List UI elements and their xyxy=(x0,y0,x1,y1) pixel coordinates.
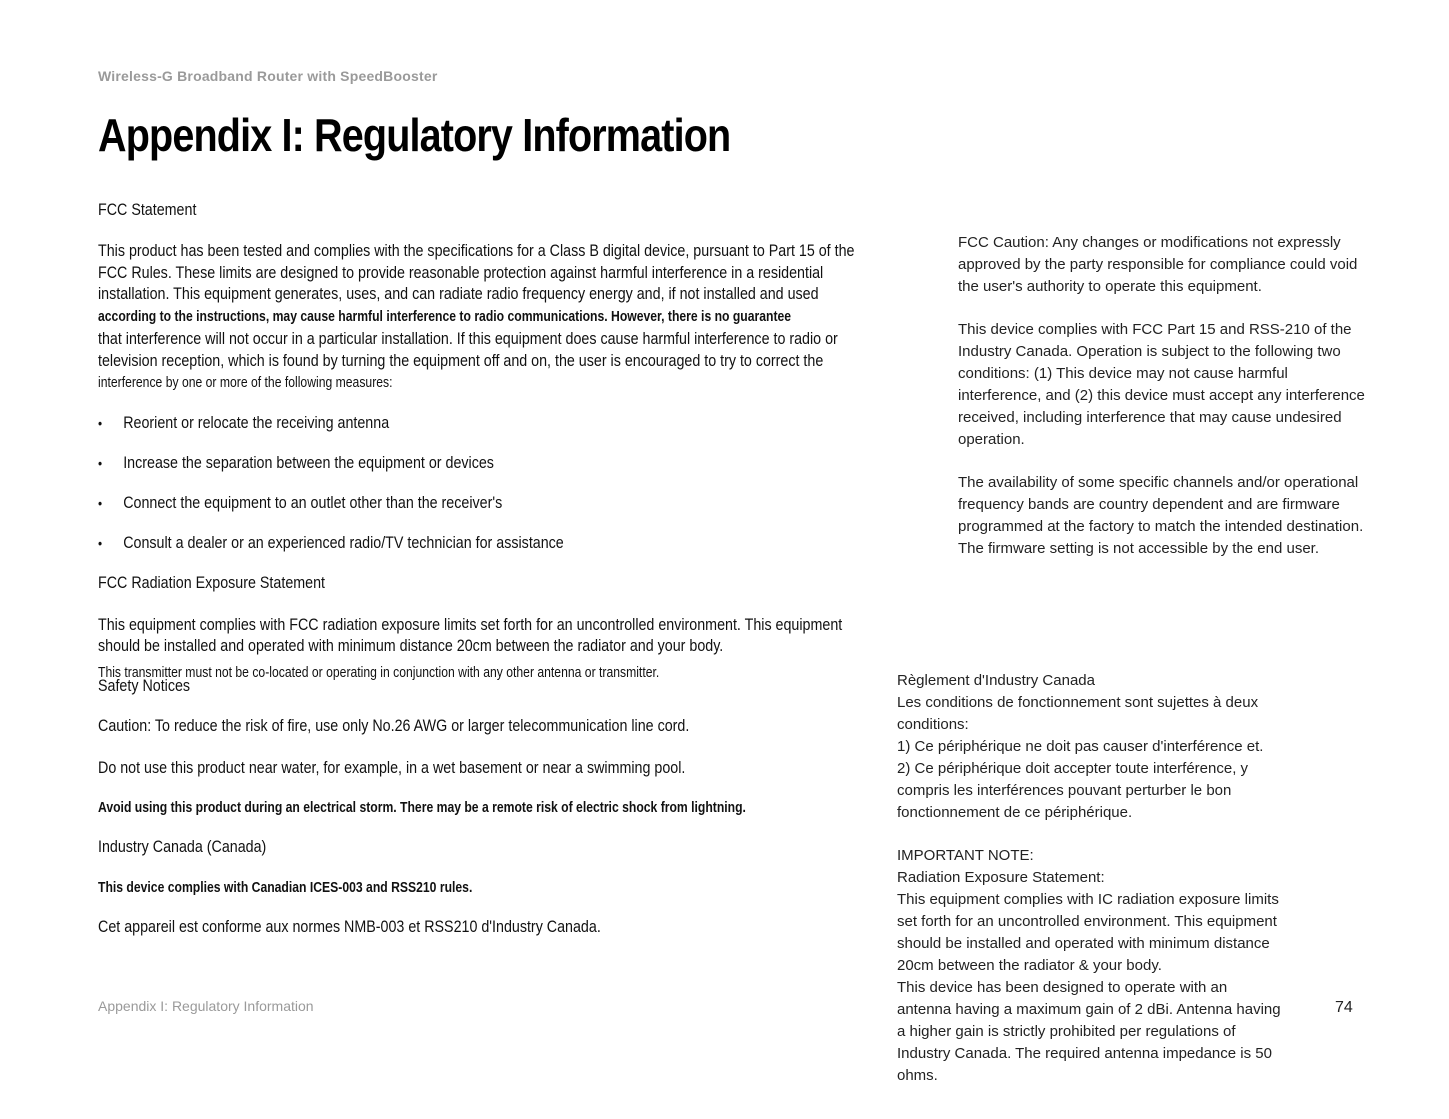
note-line: 20cm between the radiator & your body. xyxy=(897,957,1162,974)
part15-line: This device complies with FCC Part 15 and RSS-210 of the xyxy=(958,321,1352,338)
bullet-icon: • xyxy=(98,455,103,471)
fcc-line-1: This product has been tested and complies with the specifications for a Class B digital device, pursuant to Part 15 of the xyxy=(98,241,855,260)
measure-text: Reorient or relocate the receiving antenna xyxy=(123,413,390,432)
radiation-line-1: This equipment complies with FCC radiation exposure limits set forth for an uncontrolled environment. This equipment xyxy=(98,615,843,634)
reglement-line: compris les interférences pouvant perturber le bon xyxy=(897,782,1232,799)
footer-section-title: Appendix I: Regulatory Information xyxy=(98,998,314,1014)
radiation-line-3: This transmitter must not be co-located or operating in conjunction with any other antenna or transmitter. xyxy=(98,665,660,681)
note-line: a higher gain is strictly prohibited per regulations of xyxy=(897,1023,1236,1040)
part15-line: interference, and (2) this device must accept any interference xyxy=(958,387,1365,404)
page-title: Appendix I: Regulatory Information xyxy=(98,109,731,161)
note-line: antenna having a maximum gain of 2 dBi. Antenna having xyxy=(897,1001,1281,1018)
running-header: Wireless-G Broadband Router with SpeedBooster xyxy=(98,68,438,84)
bullet-icon: • xyxy=(98,535,103,551)
note-line: This device has been designed to operate with an xyxy=(897,979,1228,996)
list-item xyxy=(98,403,946,443)
page-number: 74 xyxy=(1335,999,1353,1016)
reglement-line: Les conditions de fonctionnement sont sujettes à deux xyxy=(897,694,1259,711)
right-notes-bottom xyxy=(897,670,1327,1087)
bullet-icon: • xyxy=(98,415,103,431)
note-line: should be installed and operated with minimum distance xyxy=(897,935,1270,952)
availability-line: programmed at the factory to match the intended destination. xyxy=(958,518,1364,535)
availability-line: The availability of some specific channels and/or operational xyxy=(958,474,1359,491)
note-line: Industry Canada. The required antenna impedance is 50 xyxy=(897,1045,1272,1062)
fcc-statement-paragraph xyxy=(98,240,946,395)
reglement-line: conditions: xyxy=(897,716,969,733)
part15-line: received, including interference that may cause undesired xyxy=(958,409,1342,426)
radiation-line-2: should be installed and operated with minimum distance 20cm between the radiator and your body. xyxy=(98,636,724,655)
note-line: Radiation Exposure Statement: xyxy=(897,869,1105,886)
fcc-caution-line: the user's authority to operate this equipment. xyxy=(958,278,1262,295)
industry-canada-heading: Industry Canada (Canada) xyxy=(98,837,267,856)
reglement-line: fonctionnement de ce périphérique. xyxy=(897,804,1133,821)
measure-text: Connect the equipment to an outlet other than the receiver's xyxy=(123,493,503,512)
part15-line: Industry Canada. Operation is subject to the following two xyxy=(958,343,1341,360)
measure-text: Increase the separation between the equipment or devices xyxy=(123,453,494,472)
bullet-icon: • xyxy=(98,495,103,511)
list-item xyxy=(98,483,946,523)
fcc-measures-list xyxy=(98,403,946,563)
fcc-caution-line: approved by the party responsible for compliance could void xyxy=(958,256,1358,273)
fcc-line-2: FCC Rules. These limits are designed to provide reasonable protection against harmful interference in a residential xyxy=(98,262,824,282)
right-notes-top xyxy=(958,232,1428,560)
industry-canada-fr: Cet appareil est conforme aux normes NMB-003 et RSS210 d'Industry Canada. xyxy=(98,917,601,936)
fcc-line-4: according to the instructions, may cause harmful interference to radio communications. However, there is no guarantee xyxy=(98,308,792,325)
reglement-line: Règlement d'Industry Canada xyxy=(897,672,1095,689)
list-item xyxy=(98,523,946,563)
note-line: set forth for an uncontrolled environment. This equipment xyxy=(897,913,1277,930)
availability-line: frequency bands are country dependent and are firmware xyxy=(958,496,1340,513)
fcc-line-3: installation. This equipment generates, uses, and can radiate radio frequency energy and, if not installed and used xyxy=(98,284,819,303)
availability-line: The firmware setting is not accessible by the end user. xyxy=(958,540,1320,557)
industry-canada-en: This device complies with Canadian ICES-003 and RSS210 rules. xyxy=(98,880,473,896)
safety-storm: Avoid using this product during an electrical storm. There may be a remote risk of electric shock from lightning. xyxy=(98,800,746,816)
note-line: IMPORTANT NOTE: xyxy=(897,847,1034,864)
note-line: ohms. xyxy=(897,1067,938,1084)
fcc-caution-line: FCC Caution: Any changes or modifications not expressly xyxy=(958,234,1341,251)
safety-caution: Caution: To reduce the risk of fire, use only No.26 AWG or larger telecommunication line cord. xyxy=(98,716,690,735)
fcc-line-6: television reception, which is found by turning the equipment off and on, the user is encouraged to try to correct the xyxy=(98,350,824,370)
part15-line: conditions: (1) This device may not cause harmful xyxy=(958,365,1288,382)
fcc-line-7: interference by one or more of the following measures: xyxy=(98,375,393,391)
reglement-line: 2) Ce périphérique doit accepter toute interférence, y xyxy=(897,760,1249,777)
list-item xyxy=(98,443,946,483)
reglement-line: 1) Ce périphérique ne doit pas causer d'interférence et. xyxy=(897,738,1264,755)
safety-heading: Safety Notices xyxy=(98,676,191,695)
note-line: This equipment complies with IC radiation exposure limits xyxy=(897,891,1279,908)
safety-water: Do not use this product near water, for example, in a wet basement or near a swimming pool. xyxy=(98,758,686,777)
part15-line: operation. xyxy=(958,431,1025,448)
radiation-heading: FCC Radiation Exposure Statement xyxy=(98,573,326,592)
measure-text: Consult a dealer or an experienced radio/TV technician for assistance xyxy=(123,533,564,552)
fcc-statement-heading: FCC Statement xyxy=(98,200,197,219)
fcc-line-5: that interference will not occur in a particular installation. If this equipment does cause harmful interference to radio or xyxy=(98,329,838,348)
